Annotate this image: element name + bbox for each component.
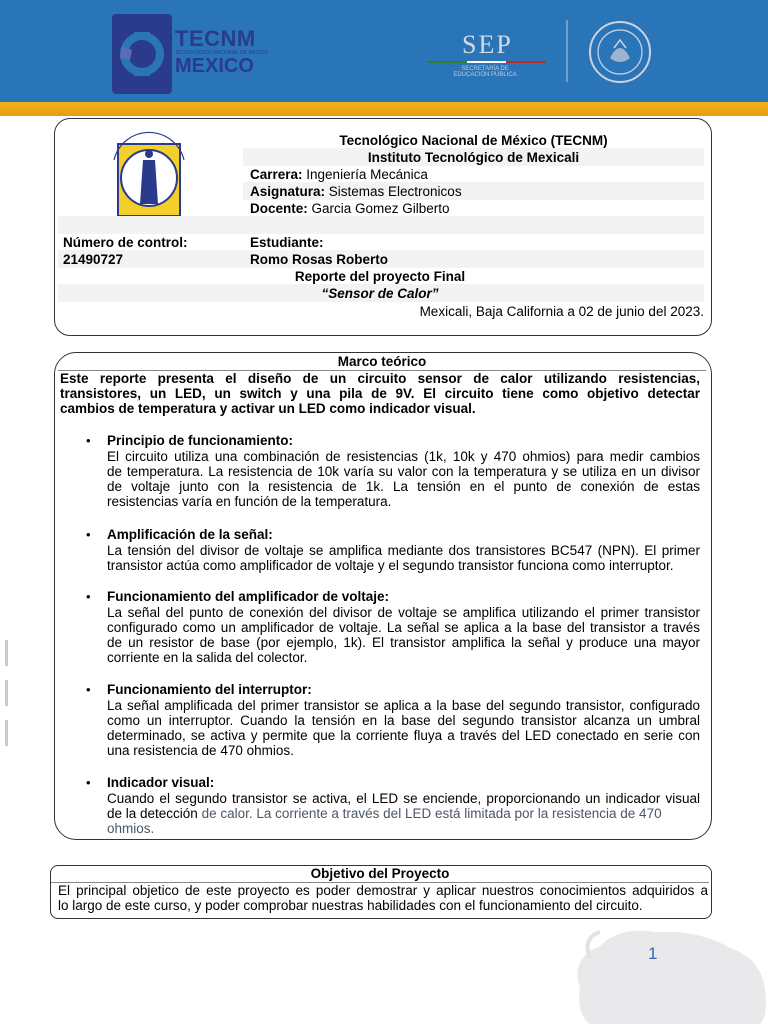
item-line: de temperatura. La resistencia de 10k varía su valor con la temperatura y se utiliza en un divisor [107, 464, 700, 479]
career-label: Carrera: [250, 167, 303, 182]
teacher-value: Garcia Gomez Gilberto [307, 201, 450, 216]
item-line: determinado, se activa y permite que la corriente fluya a través del LED conectado en serie con [107, 728, 700, 743]
theory-intro-line: cambios de temperatura y activar un LED como indicador visual. [60, 401, 476, 416]
item-line: El circuito utiliza una combinación de resistencias (1k, 10k y 470 ohmios) para medir cambios [107, 449, 700, 464]
bullet-icon: • [86, 527, 91, 542]
subject-label: Asignatura: [250, 184, 326, 199]
item-line [107, 806, 700, 822]
theory-intro-line: Este reporte presenta el diseño de un circuito sensor de calor utilizando resistencias, [60, 371, 700, 386]
item-line: La tensión del divisor de voltaje se amplifica mediante dos transistores BC547 (NPN). El primer [107, 543, 700, 558]
theory-intro-line: transistores, un LED, un switch y una pila de 9V. El circuito tiene como objetivo detectar [60, 386, 700, 401]
item-line: Cuando el segundo transistor se activa, el LED se enciende, proporcionando un indicador visual [107, 791, 700, 806]
item-line: corriente en la salida del colector. [107, 650, 308, 665]
bullet-icon: • [86, 682, 91, 697]
control-label: Número de control: [63, 235, 188, 250]
teacher-row [250, 201, 450, 217]
page-number: 1 [648, 944, 658, 963]
sep-flag-line [428, 61, 546, 63]
objective-line: lo largo de este curso, y poder comprobar nuestras habilidades con el funcionamiento del circuito. [58, 898, 643, 913]
item-line: una resistencia de 470 ohmios. [107, 743, 294, 758]
place-date: Mexicali, Baja California a 02 de junio del 2023. [419, 304, 704, 319]
objective-line: El principal objetico de este proyecto es poder demostrar y aplicar nuestros conocimientos adquiridos a [58, 883, 708, 898]
item-line-part: de la detección [107, 806, 198, 821]
item-line: La señal del punto de conexión del divisor de voltaje se amplifica utilizando el primer transistor [107, 605, 700, 620]
bullet-icon: • [86, 433, 91, 448]
edge-mark [5, 680, 8, 706]
item-line: resistencias varía en función de la temperatura. [107, 494, 392, 509]
project-name: “Sensor de Calor” [321, 286, 439, 301]
tecnm-wordmark: TECNM [175, 26, 256, 51]
item-line: de voltaje junto con la resistencia de 1k. La tensión en el punto de conexión de estas [107, 479, 700, 494]
edge-mark [5, 640, 8, 666]
item-title: Funcionamiento del interruptor: [107, 682, 312, 697]
item-line: de un resistor de base (por ejemplo, 1k). El transistor amplifica la señal y produce una mayor [107, 635, 700, 650]
item-line-part: de calor. La corriente a través del LED está limitada por la resistencia de 470 [197, 806, 662, 821]
control-value: 21490727 [63, 252, 124, 267]
item-line: transistor actúa como amplificador de voltaje y el segundo transistor funciona como interruptor. [107, 558, 674, 573]
sep-wordmark: SEP [462, 30, 513, 59]
subject-row [250, 184, 462, 200]
institution-name: Tecnológico Nacional de México (TECNM) [339, 133, 608, 148]
student-label: Estudiante: [250, 235, 324, 250]
item-line: ohmios. [107, 821, 155, 836]
student-value: Romo Rosas Roberto [250, 252, 389, 267]
campus-name: Instituto Tecnológico de Mexicali [367, 150, 580, 165]
report-title: Reporte del proyecto Final [294, 269, 466, 284]
career-value: Ingeniería Mecánica [302, 167, 428, 182]
item-title: Principio de funcionamiento: [107, 433, 294, 448]
national-seal-icon [588, 20, 652, 84]
sep-subtitle: SECRETARÍA DE EDUCACIÓN PÚBLICA [453, 66, 517, 78]
objective-heading: Objetivo del Proyecto [310, 866, 450, 881]
subject-value: Sistemas Electronicos [325, 184, 462, 199]
item-title: Funcionamiento del amplificador de voltaje: [107, 589, 390, 604]
edge-mark [5, 720, 8, 746]
item-line: configurado como un amplificador de voltaje. La señal se aplica a la base del transistor a través [107, 620, 700, 635]
institute-seal-icon [108, 130, 190, 220]
bullet-icon: • [86, 775, 91, 790]
item-line: La señal amplificada del primer transistor se aplica a la base del segundo transistor, configurado [107, 698, 700, 713]
mexico-wordmark: MEXICO [175, 55, 254, 77]
header-gold-stripe [0, 102, 768, 116]
theory-heading: Marco teórico [337, 354, 427, 369]
item-title: Indicador visual: [107, 775, 215, 790]
item-line: como un interruptor. Cuando la tensión en la base del segundo transistor alcanza un umbral [107, 713, 700, 728]
header-divider [566, 20, 568, 82]
item-title: Amplificación de la señal: [107, 527, 273, 542]
bullet-icon: • [86, 589, 91, 604]
bison-watermark-icon [560, 918, 768, 1024]
career-row [250, 167, 428, 183]
tecnm-subtitle: TECNOLÓGICO NACIONAL DE MÉXICO [175, 50, 269, 56]
teacher-label: Docente: [250, 201, 308, 216]
shade-row [58, 216, 704, 234]
